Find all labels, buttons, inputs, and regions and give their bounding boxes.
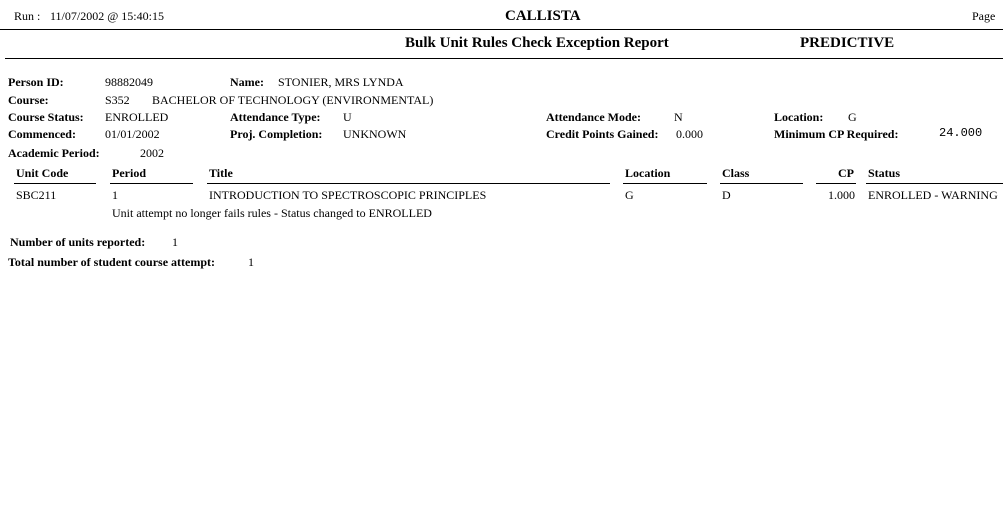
col-cp-underline	[816, 183, 856, 184]
course-label: Course:	[8, 93, 49, 107]
col-status: Status	[868, 166, 901, 180]
page-label: Page	[972, 9, 996, 23]
col-title: Title	[209, 166, 233, 180]
attendance-type-label: Attendance Type:	[230, 110, 321, 124]
commenced-label: Commenced:	[8, 127, 76, 141]
proj-completion-value: UNKNOWN	[343, 127, 407, 141]
total-attempts-value: 1	[248, 255, 254, 269]
row-period: 1	[112, 188, 118, 202]
name-value: STONIER, MRS LYNDA	[278, 75, 404, 89]
col-class: Class	[722, 166, 750, 180]
report-title: Bulk Unit Rules Check Exception Report	[405, 35, 669, 51]
col-period: Period	[112, 166, 146, 180]
col-class-underline	[720, 183, 803, 184]
person-id-label: Person ID:	[8, 75, 64, 89]
min-cp-value: 24.000	[939, 126, 983, 140]
col-unit-code-underline	[14, 183, 96, 184]
header-rule-bottom	[5, 58, 1003, 59]
col-cp: CP	[838, 166, 854, 180]
course-status-value: ENROLLED	[105, 110, 169, 124]
report-mode: PREDICTIVE	[800, 35, 895, 51]
units-reported-value: 1	[172, 235, 178, 249]
proj-completion-label: Proj. Completion:	[230, 127, 323, 141]
course-code: S352	[105, 93, 130, 107]
row-cp: 1.000	[828, 188, 855, 202]
header-rule-top	[0, 29, 1003, 30]
row-title: INTRODUCTION TO SPECTROSCOPIC PRINCIPLES	[209, 188, 487, 202]
col-status-underline	[866, 183, 1003, 184]
run-timestamp: 11/07/2002 @ 15:40:15	[50, 9, 164, 23]
total-attempts-label: Total number of student course attempt:	[8, 255, 215, 269]
app-name: CALLISTA	[505, 8, 581, 24]
name-label: Name:	[230, 75, 264, 89]
credit-points-label: Credit Points Gained:	[546, 127, 659, 141]
location-label: Location:	[774, 110, 824, 124]
person-id-value: 98882049	[105, 75, 153, 89]
col-title-underline	[207, 183, 610, 184]
attendance-mode-label: Attendance Mode:	[546, 110, 641, 124]
academic-period-label: Academic Period:	[8, 146, 100, 160]
course-status-label: Course Status:	[8, 110, 84, 124]
row-note: Unit attempt no longer fails rules - Status changed to ENROLLED	[112, 206, 432, 220]
row-class: D	[722, 188, 731, 202]
col-location-underline	[623, 183, 707, 184]
location-value: G	[848, 110, 857, 124]
units-reported-label: Number of units reported:	[10, 235, 146, 249]
col-location: Location	[625, 166, 671, 180]
row-unit-code: SBC211	[16, 188, 57, 202]
col-unit-code: Unit Code	[16, 166, 69, 180]
row-status: ENROLLED - WARNING	[868, 188, 998, 202]
credit-points-value: 0.000	[676, 127, 703, 141]
run-label: Run :	[14, 9, 41, 23]
course-title: BACHELOR OF TECHNOLOGY (ENVIRONMENTAL)	[152, 93, 434, 107]
col-period-underline	[110, 183, 193, 184]
min-cp-label: Minimum CP Required:	[774, 127, 899, 141]
academic-period-value: 2002	[140, 146, 164, 160]
attendance-type-value: U	[343, 110, 352, 124]
attendance-mode-value: N	[674, 110, 683, 124]
commenced-value: 01/01/2002	[105, 127, 160, 141]
row-location: G	[625, 188, 634, 202]
